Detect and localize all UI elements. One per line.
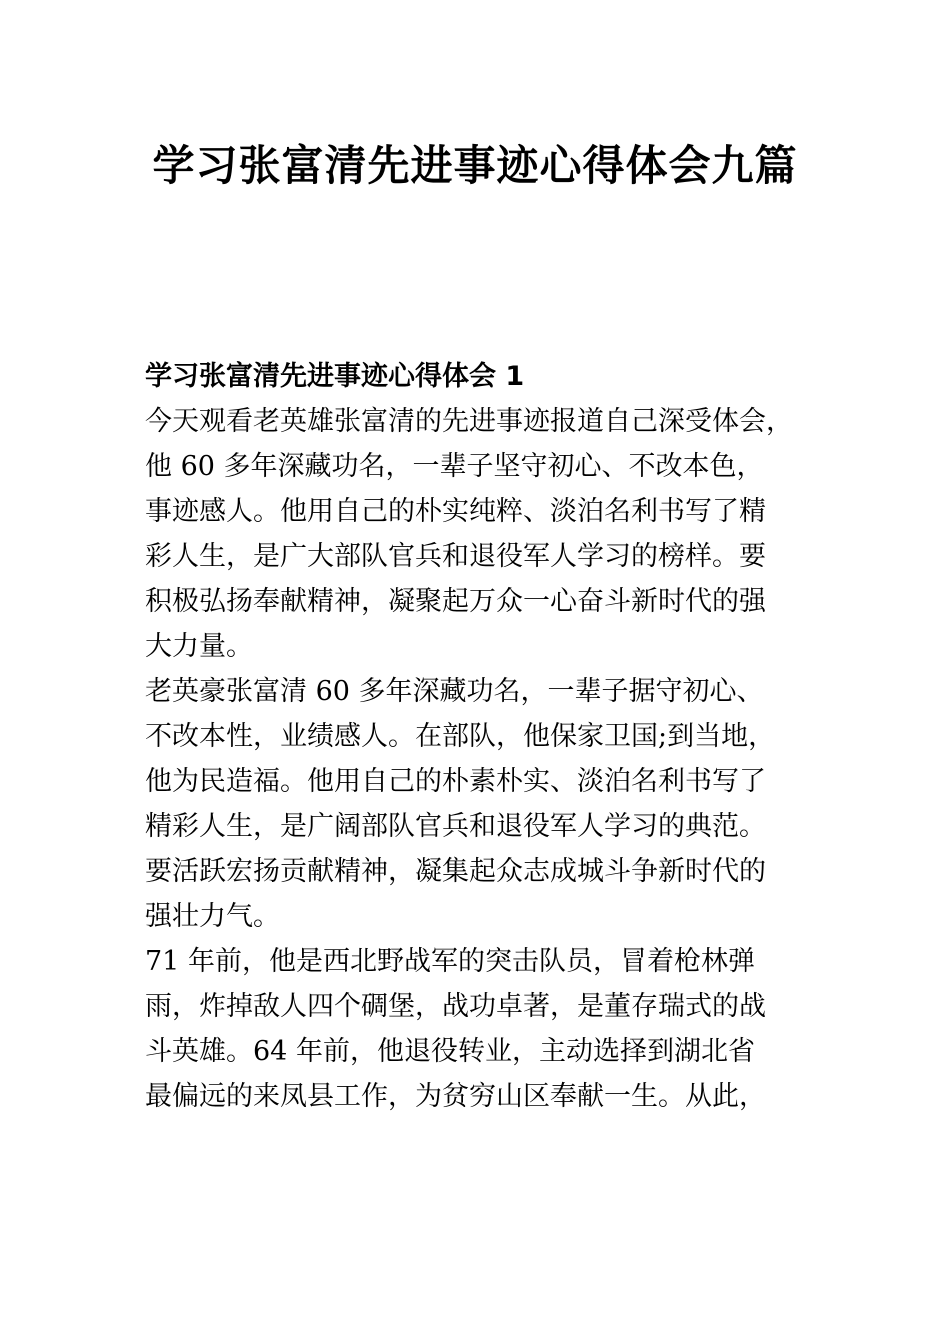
paragraph-line: 彩人生，是广大部队官兵和退役军人学习的榜样。要 bbox=[145, 541, 766, 572]
paragraph-line: 他为民造福。他用自己的朴素朴实、淡泊名利书写了 bbox=[145, 766, 766, 797]
paragraph-line: 老英豪张富清 60 多年深藏功名，一辈子据守初心、 bbox=[145, 676, 764, 707]
paragraph-line: 不改本性，业绩感人。在部队，他保家卫国;到当地， bbox=[145, 721, 776, 752]
section-heading: 学习张富清先进事迹心得体会 1 bbox=[145, 361, 525, 392]
paragraph-line: 积极弘扬奉献精神，凝聚起万众一心奋斗新时代的强 bbox=[145, 586, 766, 617]
paragraph-line: 精彩人生，是广阔部队官兵和退役军人学习的典范。 bbox=[145, 811, 766, 842]
paragraph-line: 斗英雄。64 年前，他退役转业，主动选择到湖北省 bbox=[145, 1036, 755, 1067]
paragraph-line: 要活跃宏扬贡献精神，凝集起众志成城斗争新时代的 bbox=[145, 856, 766, 887]
document-title: 学习张富清先进事迹心得体会九篇 bbox=[152, 141, 798, 190]
paragraph-line: 事迹感人。他用自己的朴实纯粹、淡泊名利书写了精 bbox=[145, 496, 766, 527]
document-body bbox=[145, 354, 815, 1119]
paragraph-line: 71 年前，他是西北野战军的突击队员，冒着枪林弹 bbox=[145, 946, 755, 977]
paragraph-line: 雨，炸掉敌人四个碉堡，战功卓著，是董存瑞式的战 bbox=[145, 991, 766, 1022]
paragraph-line: 强壮力气。 bbox=[145, 901, 280, 932]
paragraph-line: 大力量。 bbox=[145, 631, 253, 662]
paragraph-line: 今天观看老英雄张富清的先进事迹报道自己深受体会， bbox=[145, 406, 793, 437]
paragraph-line: 最偏远的来凤县工作，为贫穷山区奉献一生。从此， bbox=[145, 1081, 766, 1112]
paragraph-line: 他 60 多年深藏功名，一辈子坚守初心、不改本色， bbox=[145, 451, 764, 482]
